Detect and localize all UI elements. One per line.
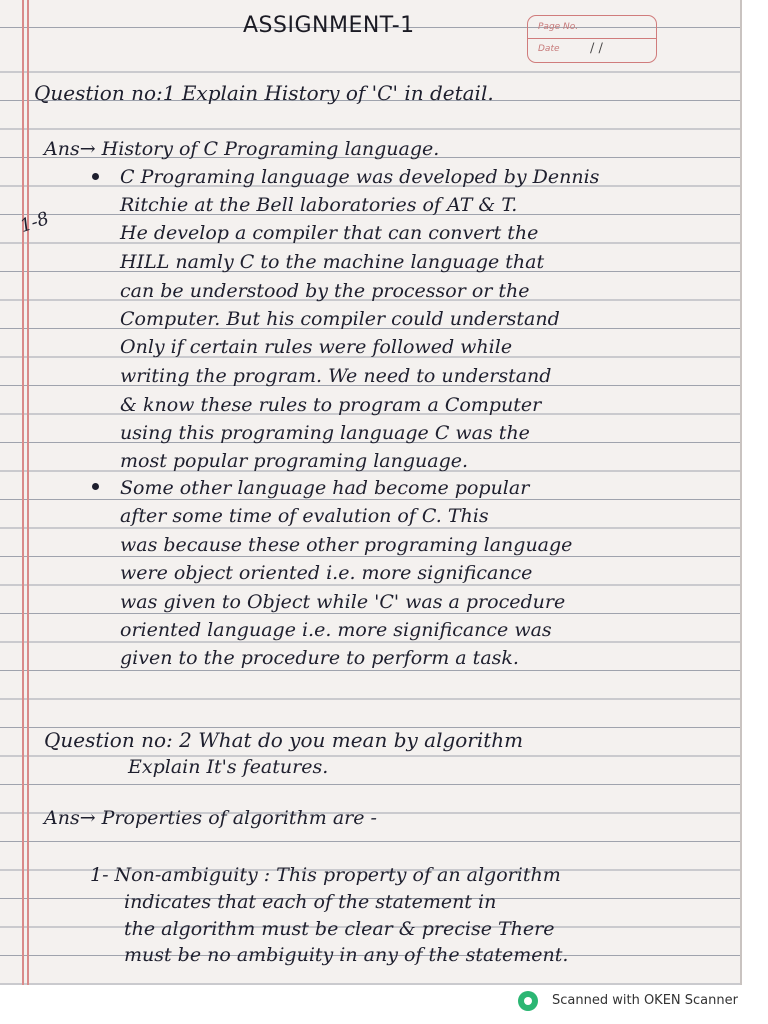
text-line: can be understood by the processor or the bbox=[120, 280, 530, 302]
page-edge bbox=[740, 0, 742, 985]
bullet-point bbox=[92, 173, 99, 180]
margin-note: 1-8 bbox=[17, 208, 52, 237]
text-line: & know these rules to program a Computer bbox=[120, 394, 542, 416]
page-number-label: Page No. bbox=[538, 22, 579, 32]
text-line: Only if certain rules were followed while bbox=[120, 336, 513, 358]
text-line: indicates that each of the statement in bbox=[124, 891, 497, 913]
text-line: Ritchie at the Bell laboratories of AT & T. bbox=[120, 194, 518, 216]
text-line: Computer. But his compiler could understand bbox=[120, 308, 560, 330]
margin-line bbox=[27, 0, 29, 985]
scanner-text: Scanned with OKEN Scanner bbox=[552, 993, 738, 1008]
text-line: C Programing language was developed by Dennis bbox=[120, 166, 600, 188]
text-line: Some other language had become popular bbox=[120, 477, 530, 499]
text-line: Explain It's features. bbox=[128, 756, 329, 778]
text-line: He develop a compiler that can convert the bbox=[120, 222, 539, 244]
scanner-watermark bbox=[518, 989, 768, 1013]
text-line: most popular programing language. bbox=[120, 450, 469, 472]
scanner-logo-icon bbox=[518, 991, 538, 1011]
page-date-box bbox=[527, 15, 657, 63]
text-line: using this programing language C was the bbox=[120, 422, 530, 444]
date-value: / / bbox=[590, 41, 603, 56]
text-line: must be no ambiguity in any of the statement. bbox=[124, 944, 569, 966]
question-1: Question no:1 Explain History of 'C' in detail. bbox=[34, 81, 494, 105]
text-line: after some time of evalution of C. This bbox=[120, 505, 489, 527]
text-line: the algorithm must be clear & precise There bbox=[124, 918, 555, 940]
question-2: Question no: 2 What do you mean by algorithm bbox=[44, 728, 524, 752]
date-label: Date bbox=[538, 44, 560, 54]
answer-1-heading: Ans→ History of C Programing language. bbox=[44, 138, 440, 160]
text-line: oriented language i.e. more significance was bbox=[120, 619, 552, 641]
page-title: ASSIGNMENT-1 bbox=[243, 13, 415, 38]
text-line: was given to Object while 'C' was a procedure bbox=[120, 591, 566, 613]
text-line: HILL namly C to the machine language that bbox=[120, 251, 545, 273]
margin-line bbox=[22, 0, 24, 985]
answer-2-heading: Ans→ Properties of algorithm are - bbox=[44, 807, 377, 829]
text-line: was because these other programing language bbox=[120, 534, 573, 556]
text-line: writing the program. We need to understand bbox=[120, 365, 552, 387]
text-line: 1- Non-ambiguity : This property of an algorithm bbox=[90, 864, 561, 886]
text-line: were object oriented i.e. more significance bbox=[120, 562, 533, 584]
box-divider bbox=[528, 38, 656, 39]
text-line: given to the procedure to perform a task. bbox=[120, 647, 519, 669]
bullet-point bbox=[92, 483, 99, 490]
